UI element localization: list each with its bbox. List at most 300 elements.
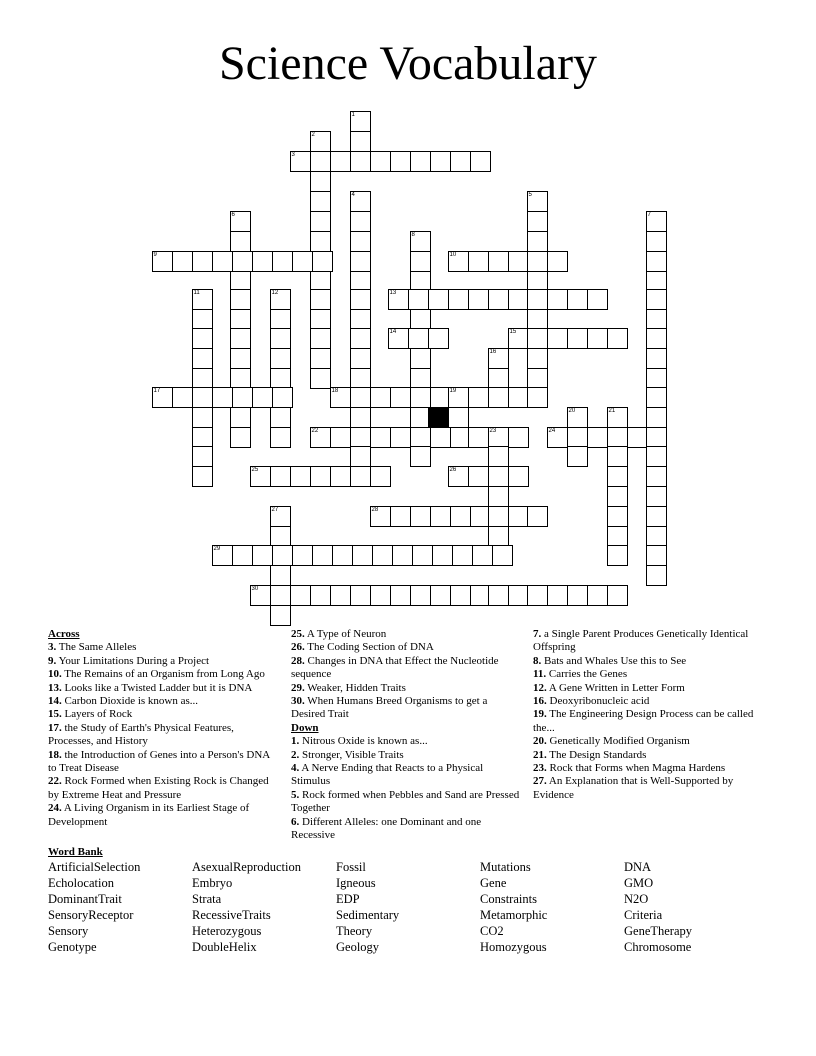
- crossword-cell[interactable]: [252, 251, 273, 272]
- crossword-cell[interactable]: [350, 446, 371, 467]
- word-bank-word: Fossil: [336, 860, 366, 874]
- word-bank-word: N2O: [624, 892, 649, 906]
- crossword-cell[interactable]: [270, 526, 291, 547]
- crossword-cell[interactable]: [350, 466, 371, 487]
- crossword-cell[interactable]: [410, 446, 431, 467]
- crossword-cell[interactable]: [272, 545, 293, 566]
- crossword-cell[interactable]: [430, 427, 451, 448]
- crossword-cell[interactable]: [310, 289, 331, 310]
- crossword-cell[interactable]: [230, 328, 251, 349]
- crossword-cell[interactable]: [252, 545, 273, 566]
- crossword-cell[interactable]: [272, 387, 293, 408]
- crossword-cell[interactable]: [587, 328, 608, 349]
- crossword-cell[interactable]: [270, 605, 291, 626]
- crossword-cell[interactable]: [567, 446, 588, 467]
- word-bank-word: Theory: [336, 924, 373, 938]
- crossword-cell[interactable]: [492, 545, 513, 566]
- crossword-cell[interactable]: [468, 387, 489, 408]
- crossword-cell[interactable]: [310, 211, 331, 232]
- crossword-cell[interactable]: [370, 585, 391, 606]
- crossword-cell[interactable]: [310, 309, 331, 330]
- clue-item-number: 19.: [533, 708, 547, 721]
- clue-item: [48, 641, 278, 654]
- clue-number: 9: [153, 251, 157, 258]
- crossword-cell[interactable]: [310, 171, 331, 192]
- crossword-cell[interactable]: [350, 328, 371, 349]
- clue-item-number: 15.: [48, 708, 62, 721]
- crossword-cell[interactable]: [290, 466, 311, 487]
- crossword-cell[interactable]: [192, 348, 213, 369]
- crossword-cell[interactable]: [410, 506, 431, 527]
- crossword-cell[interactable]: [410, 251, 431, 272]
- crossword-cell[interactable]: [192, 368, 213, 389]
- clue-number: 15: [509, 328, 517, 335]
- clue-item-number: 7.: [533, 628, 542, 640]
- crossword-cell[interactable]: [350, 251, 371, 272]
- crossword-cell[interactable]: [310, 348, 331, 369]
- crossword-cell[interactable]: [547, 289, 568, 310]
- across-clue-list-continued: [291, 628, 521, 722]
- word-bank-word: Criteria: [624, 908, 663, 922]
- crossword-cell[interactable]: [646, 231, 667, 252]
- crossword-cell[interactable]: [508, 585, 529, 606]
- crossword-cell[interactable]: [607, 427, 628, 448]
- crossword-cell[interactable]: [547, 251, 568, 272]
- crossword-cell[interactable]: [390, 585, 411, 606]
- crossword-cell[interactable]: [312, 251, 333, 272]
- word-bank-word: DoubleHelix: [192, 940, 257, 954]
- crossword-cell[interactable]: [646, 289, 667, 310]
- clue-item-text: A Type of Neuron: [304, 628, 387, 640]
- crossword-cell[interactable]: [292, 251, 313, 272]
- word-bank-word: Genotype: [48, 940, 97, 954]
- clue-item-text: Carbon Dioxide is known as...: [61, 695, 199, 708]
- crossword-cell[interactable]: [607, 526, 628, 547]
- clue-item-text: Weaker, Hidden Traits: [304, 681, 406, 694]
- word-bank: [48, 845, 768, 955]
- clue-item-number: 28.: [291, 654, 305, 667]
- crossword-cell[interactable]: [452, 545, 473, 566]
- black-square: [428, 407, 449, 428]
- crossword-cell[interactable]: [390, 387, 411, 408]
- crossword-cell[interactable]: [508, 251, 529, 272]
- word-bank-word: Sensory: [48, 924, 89, 938]
- crossword-cell[interactable]: [310, 231, 331, 252]
- word-bank-word: Gene: [480, 876, 507, 890]
- crossword-cell[interactable]: [488, 585, 509, 606]
- crossword-cell[interactable]: [607, 466, 628, 487]
- crossword-cell[interactable]: [350, 427, 371, 448]
- clue-item-text: A Gene Written in Letter Form: [546, 681, 685, 694]
- clue-item: [291, 628, 521, 641]
- crossword-cell[interactable]: [646, 486, 667, 507]
- crossword-cell[interactable]: [527, 368, 548, 389]
- crossword-cell[interactable]: [646, 309, 667, 330]
- clue-number: 21: [608, 407, 616, 414]
- crossword-cell[interactable]: [270, 466, 291, 487]
- crossword-cell[interactable]: [350, 348, 371, 369]
- crossword-cell[interactable]: [350, 407, 371, 428]
- crossword-cell[interactable]: [390, 506, 411, 527]
- crossword-cell[interactable]: [488, 289, 509, 310]
- crossword-cell[interactable]: [448, 407, 469, 428]
- crossword-cell[interactable]: [332, 545, 353, 566]
- crossword-cell[interactable]: [646, 526, 667, 547]
- crossword-cell[interactable]: [432, 545, 453, 566]
- crossword-cell[interactable]: [527, 251, 548, 272]
- clue-number: 7: [647, 211, 651, 218]
- clue-item-number: 5.: [291, 788, 300, 801]
- crossword-cell[interactable]: [646, 506, 667, 527]
- down-clue-list: [291, 735, 521, 842]
- crossword-cell[interactable]: [527, 211, 548, 232]
- crossword-cell[interactable]: [468, 251, 489, 272]
- across-clue-list: [48, 641, 278, 829]
- clue-item-number: 6.: [291, 815, 300, 828]
- crossword-cell[interactable]: [310, 466, 331, 487]
- crossword-cell[interactable]: [527, 328, 548, 349]
- clue-item: [533, 655, 768, 668]
- clue-item: [291, 695, 521, 722]
- crossword-cell[interactable]: [508, 466, 529, 487]
- clue-number: 23: [489, 427, 497, 434]
- crossword-cell[interactable]: [408, 328, 429, 349]
- clues-column-2: [291, 628, 521, 843]
- crossword-cell[interactable]: [410, 585, 431, 606]
- crossword-cell[interactable]: [508, 427, 529, 448]
- word-bank-word: DominantTrait: [48, 892, 122, 906]
- word-bank-word: DNA: [624, 860, 652, 874]
- word-bank-word: GeneTherapy: [624, 924, 693, 938]
- crossword-cell[interactable]: [607, 328, 628, 349]
- crossword-cell[interactable]: [312, 545, 333, 566]
- clue-number: 3: [291, 151, 295, 158]
- clue-item: [48, 749, 278, 776]
- clue-number: 10: [449, 251, 457, 258]
- crossword-cell[interactable]: [410, 151, 431, 172]
- crossword-cell[interactable]: [646, 387, 667, 408]
- clue-item-text: the Study of Earth's Physical Features, Processes, and History: [48, 721, 234, 748]
- crossword-cell[interactable]: [627, 427, 648, 448]
- crossword-cell[interactable]: [527, 231, 548, 252]
- clue-item-text: Bats and Whales Use this to See: [541, 654, 687, 667]
- crossword-cell[interactable]: [350, 231, 371, 252]
- crossword-cell[interactable]: [527, 506, 548, 527]
- crossword-cell[interactable]: [350, 131, 371, 152]
- crossword-cell[interactable]: [430, 151, 451, 172]
- clue-item-text: Different Alleles: one Dominant and one Recessive: [291, 815, 482, 842]
- crossword-cell[interactable]: [330, 585, 351, 606]
- crossword-cell[interactable]: [430, 585, 451, 606]
- crossword-cell[interactable]: [488, 446, 509, 467]
- crossword-cell[interactable]: [412, 545, 433, 566]
- crossword-cell[interactable]: [370, 387, 391, 408]
- crossword-cell[interactable]: [350, 211, 371, 232]
- crossword-cell[interactable]: [470, 151, 491, 172]
- clue-item-text: The Coding Section of DNA: [304, 641, 434, 654]
- clue-item: [533, 708, 768, 735]
- crossword-cell[interactable]: [410, 348, 431, 369]
- clue-item: [48, 682, 278, 695]
- crossword-cell[interactable]: [370, 466, 391, 487]
- crossword-cell[interactable]: [547, 585, 568, 606]
- clue-number: 13: [389, 289, 397, 296]
- crossword-cell[interactable]: [607, 506, 628, 527]
- clue-item: [533, 668, 768, 681]
- crossword-cell[interactable]: [310, 585, 331, 606]
- crossword-cell[interactable]: [567, 328, 588, 349]
- clue-item: [291, 735, 521, 748]
- clue-item: [291, 816, 521, 843]
- clue-number: 25: [251, 466, 259, 473]
- crossword-cell[interactable]: [450, 506, 471, 527]
- clue-item-text: Nitrous Oxide is known as...: [299, 735, 428, 748]
- crossword-cell[interactable]: [587, 427, 608, 448]
- crossword-cell[interactable]: [270, 368, 291, 389]
- crossword-cell[interactable]: [252, 387, 273, 408]
- crossword-cell[interactable]: [468, 289, 489, 310]
- clue-number: 12: [271, 289, 279, 296]
- crossword-cell[interactable]: [272, 251, 293, 272]
- crossword-cell[interactable]: [508, 289, 529, 310]
- crossword-cell[interactable]: [192, 387, 213, 408]
- clue-item-number: 24.: [48, 802, 62, 815]
- crossword-cell[interactable]: [330, 427, 351, 448]
- crossword-cell[interactable]: [270, 427, 291, 448]
- word-bank-word: ArtificialSelection: [48, 860, 141, 874]
- crossword-cell[interactable]: [472, 545, 493, 566]
- crossword-cell[interactable]: [430, 506, 451, 527]
- clue-item: [48, 695, 278, 708]
- crossword-cell[interactable]: [410, 387, 431, 408]
- crossword-cell[interactable]: [330, 151, 351, 172]
- crossword-cell[interactable]: [350, 585, 371, 606]
- crossword-cell[interactable]: [172, 387, 193, 408]
- clue-number: 2: [311, 131, 315, 138]
- crossword-cell[interactable]: [350, 368, 371, 389]
- crossword-cell[interactable]: [270, 348, 291, 369]
- crossword-cell[interactable]: [607, 545, 628, 566]
- clue-number: 17: [153, 387, 161, 394]
- clue-item-number: 12.: [533, 681, 547, 694]
- crossword-cell[interactable]: [408, 289, 429, 310]
- clue-number: 22: [311, 427, 319, 434]
- crossword-cell[interactable]: [232, 387, 253, 408]
- crossword-cell[interactable]: [450, 151, 471, 172]
- crossword-cell[interactable]: [192, 466, 213, 487]
- crossword-cell[interactable]: [350, 289, 371, 310]
- word-bank-word: EDP: [336, 892, 360, 906]
- clue-number: 16: [489, 348, 497, 355]
- crossword-cell[interactable]: [587, 585, 608, 606]
- crossword-cell[interactable]: [230, 231, 251, 252]
- crossword-cell[interactable]: [508, 387, 529, 408]
- clue-item-text: Rock formed when Pebbles and Sand are Pressed Together: [291, 788, 520, 815]
- crossword-cell[interactable]: [607, 585, 628, 606]
- crossword-cell[interactable]: [448, 289, 469, 310]
- crossword-cell[interactable]: [527, 387, 548, 408]
- crossword-cell[interactable]: [290, 585, 311, 606]
- crossword-cell[interactable]: [350, 309, 371, 330]
- crossword-cell[interactable]: [232, 251, 253, 272]
- clue-item: [48, 802, 278, 829]
- clue-item-number: 18.: [48, 748, 62, 761]
- clue-item-number: 20.: [533, 735, 547, 748]
- crossword-cell[interactable]: [488, 251, 509, 272]
- crossword-cell[interactable]: [567, 289, 588, 310]
- crossword-cell[interactable]: [646, 251, 667, 272]
- crossword-cell[interactable]: [352, 545, 373, 566]
- word-bank-word: Metamorphic: [480, 908, 548, 922]
- crossword-cell[interactable]: [192, 446, 213, 467]
- crossword-cell[interactable]: [646, 368, 667, 389]
- crossword-cell[interactable]: [646, 328, 667, 349]
- crossword-cell[interactable]: [270, 407, 291, 428]
- crossword-cell[interactable]: [270, 565, 291, 586]
- crossword-cell[interactable]: [547, 328, 568, 349]
- crossword-cell[interactable]: [192, 328, 213, 349]
- clue-item-text: Rock Formed when Existing Rock is Changed by Extreme Heat and Pressure: [48, 775, 269, 801]
- clue-item-number: 23.: [533, 762, 547, 775]
- clue-item-number: 25.: [291, 628, 305, 640]
- crossword-cell[interactable]: [212, 387, 233, 408]
- clue-item-number: 4.: [291, 762, 300, 775]
- clue-item-text: An Explanation that is Well-Supported by Evidence: [533, 775, 734, 801]
- crossword-cell[interactable]: [567, 427, 588, 448]
- word-bank-word: Geology: [336, 940, 380, 954]
- crossword-cell[interactable]: [370, 151, 391, 172]
- crossword-cell[interactable]: [488, 486, 509, 507]
- crossword-cell[interactable]: [310, 151, 331, 172]
- clue-item-text: Carries the Genes: [546, 668, 628, 681]
- crossword-cell[interactable]: [527, 348, 548, 369]
- crossword-cell[interactable]: [230, 289, 251, 310]
- clue-item: [291, 789, 521, 816]
- crossword-cell[interactable]: [607, 446, 628, 467]
- clue-item-number: 3.: [48, 641, 57, 654]
- crossword-cell[interactable]: [310, 191, 331, 212]
- crossword-cell[interactable]: [607, 486, 628, 507]
- crossword-cell[interactable]: [232, 545, 253, 566]
- crossword-cell[interactable]: [330, 466, 351, 487]
- crossword-cell[interactable]: [270, 309, 291, 330]
- clue-item-text: When Humans Breed Organisms to get a Desired Trait: [291, 695, 488, 721]
- clue-item-number: 2.: [291, 748, 300, 761]
- crossword-cell[interactable]: [410, 368, 431, 389]
- crossword-cell[interactable]: [390, 151, 411, 172]
- crossword-cell[interactable]: [646, 446, 667, 467]
- crossword-cell[interactable]: [508, 506, 529, 527]
- clue-number: 5: [528, 191, 532, 198]
- crossword-cell[interactable]: [488, 526, 509, 547]
- crossword-cell[interactable]: [488, 466, 509, 487]
- word-bank-word: AsexualReproduction: [192, 860, 302, 874]
- clue-number: 1: [351, 111, 355, 118]
- crossword-cell[interactable]: [587, 289, 608, 310]
- crossword-cell[interactable]: [450, 585, 471, 606]
- crossword-cell[interactable]: [646, 545, 667, 566]
- crossword-cell[interactable]: [212, 251, 233, 272]
- crossword-cell[interactable]: [310, 368, 331, 389]
- clue-number: 20: [568, 407, 576, 414]
- crossword-cell[interactable]: [230, 427, 251, 448]
- crossword-cell[interactable]: [428, 328, 449, 349]
- crossword-cell[interactable]: [350, 387, 371, 408]
- clue-item: [291, 762, 521, 789]
- crossword-cell[interactable]: [192, 427, 213, 448]
- crossword-cell[interactable]: [372, 545, 393, 566]
- crossword-cell[interactable]: [230, 407, 251, 428]
- clue-item-text: Layers of Rock: [61, 708, 133, 721]
- word-bank-word: GMO: [624, 876, 654, 890]
- crossword-cell[interactable]: [350, 151, 371, 172]
- clue-item-text: Changes in DNA that Effect the Nucleotide sequence: [291, 654, 499, 681]
- crossword-cell[interactable]: [192, 251, 213, 272]
- crossword-cell[interactable]: [172, 251, 193, 272]
- crossword-cell[interactable]: [567, 585, 588, 606]
- crossword-cell[interactable]: [310, 328, 331, 349]
- clue-number: 24: [548, 427, 556, 434]
- crossword-cell[interactable]: [370, 427, 391, 448]
- clue-item-text: the Introduction of Genes into a Person's DNA to Treat Disease: [48, 748, 270, 775]
- crossword-cell[interactable]: [270, 585, 291, 606]
- crossword-cell[interactable]: [410, 427, 431, 448]
- clue-number: 30: [251, 585, 259, 592]
- clue-item-text: The Same Alleles: [56, 641, 137, 654]
- word-bank-word: Sedimentary: [336, 908, 400, 922]
- clue-item-number: 10.: [48, 668, 62, 681]
- word-bank-word: CO2: [480, 924, 504, 938]
- crossword-cell[interactable]: [230, 368, 251, 389]
- clue-item-number: 27.: [533, 775, 547, 788]
- crossword-cell[interactable]: [390, 427, 411, 448]
- crossword-cell[interactable]: [527, 289, 548, 310]
- word-bank-word: Igneous: [336, 876, 376, 890]
- crossword-cell[interactable]: [192, 309, 213, 330]
- clue-item: [533, 735, 768, 748]
- crossword-cell[interactable]: [230, 348, 251, 369]
- crossword-cell[interactable]: [468, 466, 489, 487]
- clue-item-text: A Living Organism in its Earliest Stage of Development: [48, 802, 250, 828]
- clue-number: 18: [331, 387, 339, 394]
- crossword-cell[interactable]: [488, 368, 509, 389]
- clues-column-1: [48, 628, 278, 829]
- crossword-cell[interactable]: [646, 565, 667, 586]
- crossword-cell[interactable]: [488, 387, 509, 408]
- crossword-cell[interactable]: [468, 427, 489, 448]
- crossword-cell[interactable]: [230, 309, 251, 330]
- crossword-cell[interactable]: [428, 289, 449, 310]
- crossword-cell[interactable]: [646, 466, 667, 487]
- clue-number: 4: [351, 191, 355, 198]
- clue-item-number: 14.: [48, 695, 62, 708]
- crossword-cell[interactable]: [488, 506, 509, 527]
- crossword-cell[interactable]: [527, 585, 548, 606]
- crossword-cell[interactable]: [392, 545, 413, 566]
- crossword-cell[interactable]: [192, 407, 213, 428]
- crossword-cell[interactable]: [646, 427, 667, 448]
- crossword-cell[interactable]: [527, 309, 548, 330]
- clue-item-number: 29.: [291, 681, 305, 694]
- clue-item-number: 9.: [48, 654, 57, 667]
- clue-item-text: Genetically Modified Organism: [546, 735, 690, 748]
- crossword-cell[interactable]: [646, 348, 667, 369]
- crossword-cell[interactable]: [292, 545, 313, 566]
- crossword-cell[interactable]: [646, 407, 667, 428]
- crossword-cell[interactable]: [410, 309, 431, 330]
- crossword-cell[interactable]: [270, 328, 291, 349]
- word-bank-word: Chromosome: [624, 940, 692, 954]
